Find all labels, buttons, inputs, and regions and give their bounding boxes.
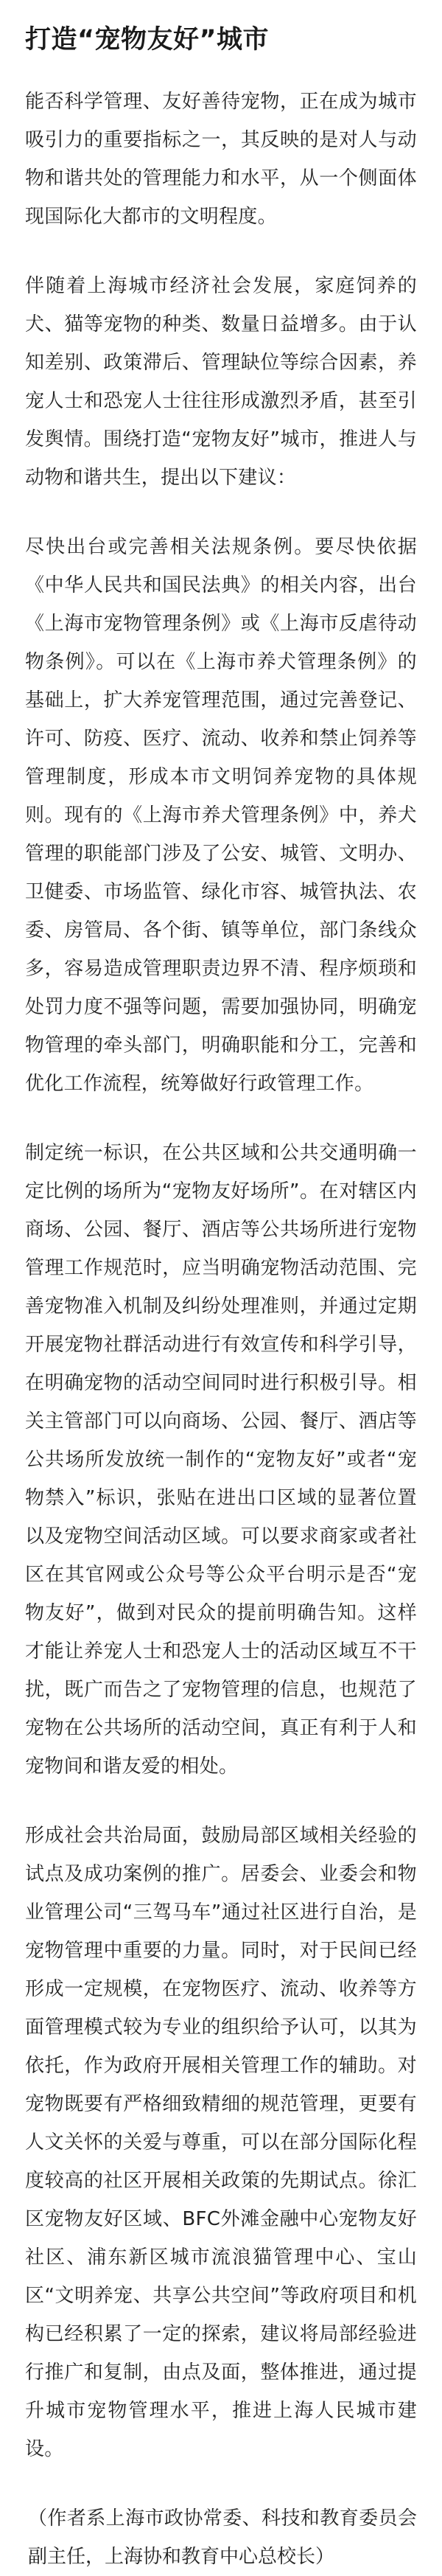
- article-paragraph-regulations: 尽快出台或完善相关法规条例。要尽快依据《中华人民共和国民法典》的相关内容，出台《上海市宠物管理条例》或《上海市反虐待动物条例》。可以在《上海市养犬管理条例》的基础上，扩大养宠管理范围，通过完善登记、许可、防疫、医疗、流动、收养和禁止饲养等管理制度，形成本市文明饲养宠物的具体规则。现有的《上海市养犬管理条例》中，养犬管理的职能部门涉及了公安、城管、文明办、卫健委、市场监管、绿化市容、城管执法、农委、房管局、各个街、镇等单位，部门条线众多，容易造成管理职责边界不清、程序烦琐和处罚力度不强等问题，需要加强协同，明确宠物管理的牵头部门，明确职能和分工，完善和优化工作流程，统筹做好行政管理工作。: [25, 536, 417, 1095]
- article-paragraph-background: 伴随着上海城市经济社会发展，家庭饲养的犬、猫等宠物的种类、数量日益增多。由于认知差别、政策滞后、管理缺位等综合因素，养宠人士和恐宠人士往往形成激烈矛盾，甚至引发舆情。围绕打造“宠物友好”城市，推进人与动物和谐共生，提出以下建议：: [25, 275, 417, 489]
- article-title: 打造“宠物友好”城市: [25, 25, 270, 55]
- article-paragraph-signage: 制定统一标识，在公共区域和公共交通明确一定比例的场所为“宠物友好场所”。在对辖区内商场、公园、餐厅、酒店等公共场所进行宠物管理工作规范时，应当明确宠物活动范围、完善宠物准入机制及纠纷处理准则，并通过定期开展宠物社群活动进行有效宣传和科学引导，在明确宠物的活动空间同时进行积极引导。相关主管部门可以向商场、公园、餐厅、酒店等公共场所发放统一制作的“宠物友好”或者“宠物禁入”标识，张贴在进出口区域的显著位置以及宠物空间活动区域。可以要求商家或者社区在其官网或公众号等公众平台明示是否“宠物友好”，做到对民众的提前明确告知。这样才能让养宠人士和恐宠人士的活动区域互不干扰，既广而告之了宠物管理的信息，也规范了宠物在公共场所的活动空间，真正有利于人和宠物间和谐友爱的相处。: [25, 1142, 417, 1778]
- author-footnote: （作者系上海市政协常委、科技和教育委员会副主任，上海协和教育中心总校长）: [28, 2507, 417, 2568]
- article-paragraph-co-governance: 形成社会共治局面，鼓励局部区域相关经验的试点及成功案例的推广。居委会、业委会和物业管理公司“三驾马车”通过社区进行自治，是宠物管理中重要的力量。同时，对于民间已经形成一定规模，在宠物医疗、流动、收养等方面管理模式较为专业的组织给予认可，以其为依托，作为政府开展相关管理工作的辅助。对宠物既要有严格细致精细的规范管理，更要有人文关怀的关爱与尊重，可以在部分国际化程度较高的社区开展相关政策的先期试点。徐汇区宠物友好区域、BFC外滩金融中心宠物友好社区、浦东新区城市流浪猫管理中心、宝山区“文明养宠、共享公共空间”等政府项目和机构已经积累了一定的探索，建议将局部经验进行推广和复制，由点及面，整体推进，通过提升城市宠物管理水平，推进上海人民城市建设。: [25, 1825, 417, 2460]
- article-paragraph-intro: 能否科学管理、友好善待宠物，正在成为城市吸引力的重要指标之一，其反映的是对人与动物和谐共处的管理能力和水平，从一个侧面体现国际化大都市的文明程度。: [25, 91, 417, 228]
